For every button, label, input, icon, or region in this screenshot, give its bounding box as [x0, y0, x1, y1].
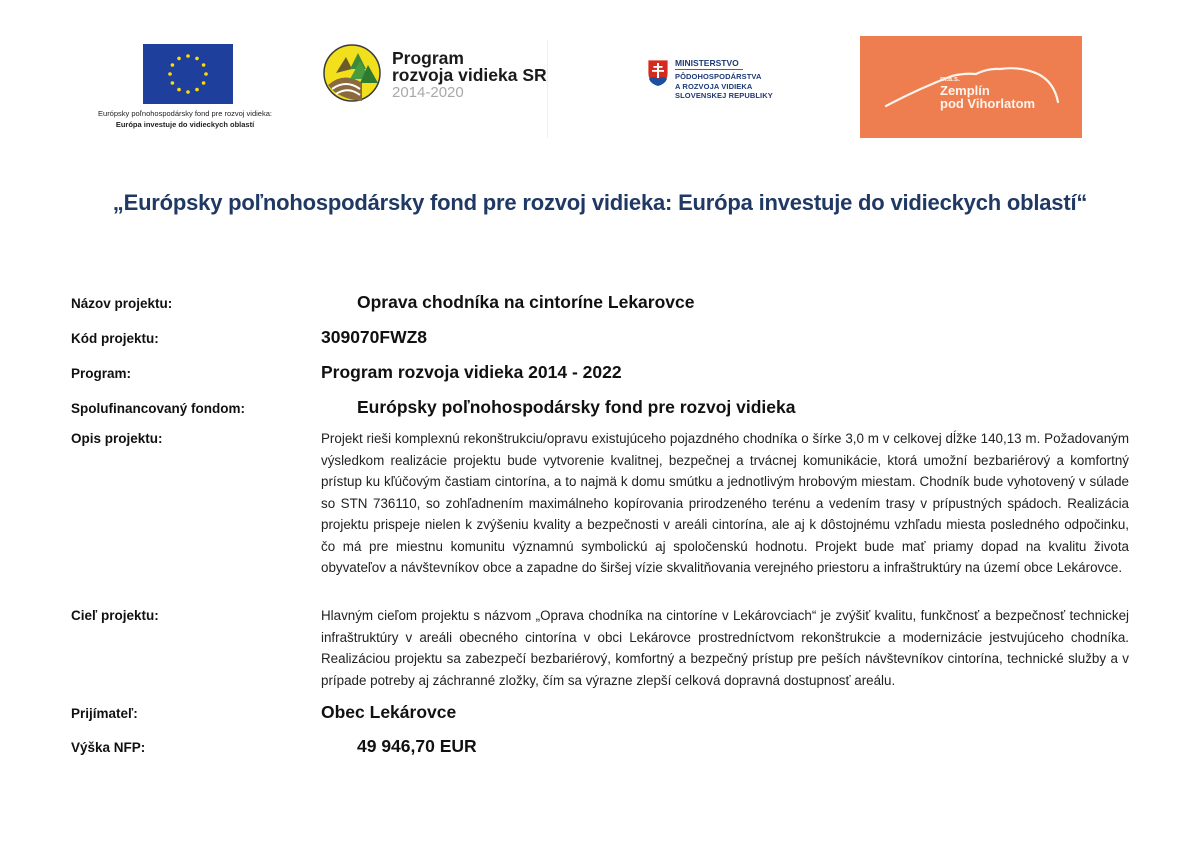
eu-caption: [70, 108, 300, 130]
fund-value: Európsky poľnohospodársky fond pre rozvoj vidieka: [357, 397, 796, 417]
eu-caption-line1: Európsky poľnohospodársky fond pre rozvoj vidieka:: [98, 109, 272, 118]
ministry-logo: [645, 56, 805, 106]
prv-logo: [320, 40, 548, 138]
fund-label: Spolufinancovaný fondom:: [71, 401, 245, 416]
prv-line1: Program: [392, 48, 464, 68]
eu-flag-icon: [143, 44, 233, 104]
program-value: Program rozvoja vidieka 2014 - 2022: [321, 362, 622, 382]
project-code-label: Kód projektu:: [71, 331, 159, 346]
project-name-value: Oprava chodníka na cintoríne Lekarovce: [357, 292, 695, 312]
project-name-label: Názov projektu:: [71, 296, 173, 311]
description-label: Opis projektu:: [71, 431, 163, 446]
mas-line3: pod Vihorlatom: [940, 96, 1036, 111]
ministry-line4: SLOVENSKEJ REPUBLIKY: [675, 91, 773, 100]
prv-line2: rozvoja vidieka SR: [392, 65, 547, 85]
mas-zemplin-logo: [860, 36, 1082, 138]
mas-line2: Zemplín: [940, 83, 990, 98]
ministry-line3: A ROZVOJA VIDIEKA: [675, 81, 753, 91]
program-rozvoja-vidieka-emblem-icon: [322, 43, 382, 103]
prv-line3: 2014-2020: [392, 84, 464, 101]
ministry-line2: PÔDOHOSPODÁRSTVA: [675, 72, 762, 81]
amount-value: 49 946,70 EUR: [357, 736, 477, 756]
slovak-coat-of-arms-icon: [647, 59, 669, 87]
description-text: Projekt rieši komplexnú rekonštrukciu/opravu existujúceho pojazdného chodníka o šírke 3,0 m v celkovej dĺžke 140,13 m. Požadovaným výsledkom realizácie projektu bude vytvorenie kvalitnej, bezpečnej a trvácnej komunikácie, ktorá umožní bezbariérový a komfortný prístup ku kľúčovým častiam cintorína, a to najmä k domu smútku a jednotlivým hrobovým miestam. Chodník bude vyhotovený v súlade so STN 736110, so zohľadnením maximálneho kopírovania prirodzeného terénu a vedením trasy v prípustných spádoch. Realizácia projektu prispeje nielen k zvýšeniu kvality a bezpečnosti v areáli cintorína, ale aj k dôstojnému vzhľadu miesta posledného odpočinku, čo má pre miestnu komunitu významnú symbolickú aj spoločenskú hodnotu. Projekt bude mať priamy dopad na kvalitu života obyvateľov a návštevníkov obce a zapadne do širšej vízie skvalitňovania verejného priestoru a infraštruktúry na území obce Lekárovce.: [321, 431, 1129, 575]
goal-text: Hlavným cieľom projektu s názvom „Oprava chodníka na cintoríne v Lekárovciach“ je zvýšiť kvalitu, funkčnosť a bezpečnosť technickej infraštruktúry v areáli obecného cintorína v obci Lekárovce prostredníctvom rekonštrukcie a modernizácie jestvujúceho chodníka. Realizáciou projektu sa zabezpečí bezbariérový, komfortný a bezpečný prístup pre peších návštevníkov cintorína, technické služby a v prípade potreby aj záchranné zložky, čím sa výrazne zlepší celková dopravná dostupnosť areálu.: [321, 608, 1129, 688]
project-code-value: 309070FWZ8: [321, 327, 428, 347]
page-title: „Európsky poľnohospodársky fond pre rozvoj vidieka: Európa investuje do vidieckych oblastí“: [112, 190, 1088, 215]
ministry-line1: MINISTERSTVO: [675, 58, 743, 70]
ministry-text: [675, 58, 773, 101]
mas-line1: m.a.s.: [940, 76, 960, 83]
mas-text: [940, 76, 1035, 110]
goal-label: Cieľ projektu:: [71, 608, 159, 623]
recipient-label: Prijímateľ:: [71, 706, 138, 721]
amount-label: Výška NFP:: [71, 740, 146, 755]
prv-text: [392, 50, 547, 101]
eu-logo: [70, 40, 300, 135]
recipient-value: Obec Lekárovce: [321, 702, 457, 722]
program-label: Program:: [71, 366, 132, 381]
eu-caption-line2: Európa investuje do vidieckych oblastí: [115, 120, 255, 129]
